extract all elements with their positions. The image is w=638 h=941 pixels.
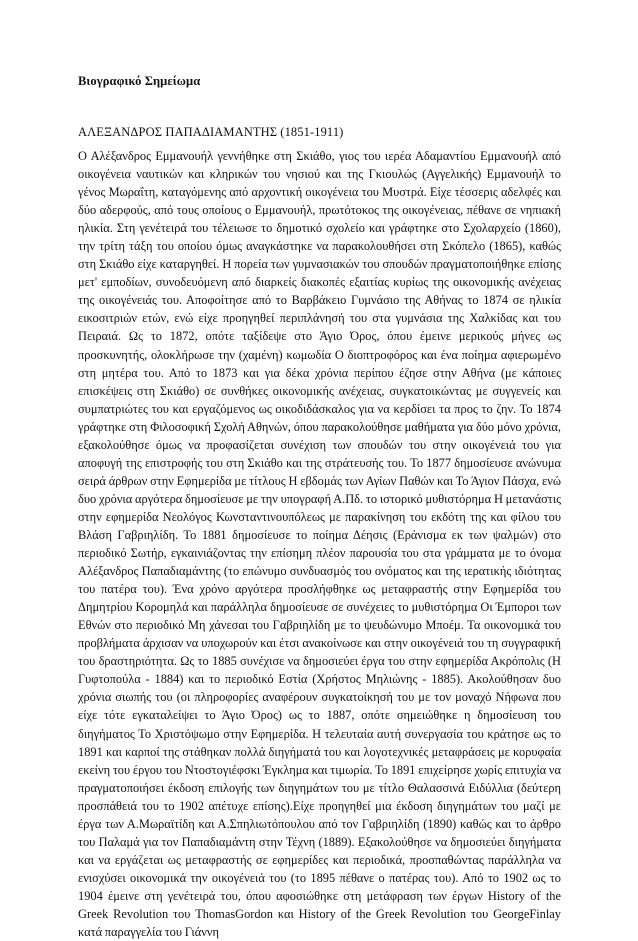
author-title-line: ΑΛΕΞΑΝΔΡΟΣ ΠΑΠΑΔΙΑΜΑΝΤΗΣ (1851-1911) bbox=[78, 125, 344, 139]
document-heading: Βιογραφικό Σημείωμα bbox=[78, 74, 201, 88]
biography-paragraph: Ο Αλέξανδρος Εμμανουήλ γεννήθηκε στη Σκιάθο, γιος του ιερέα Αδαμαντίου Εμμανουήλ από οικογένεια ναυτικών και κληρικών του νησιού και της Γκιουλώς (Αγγελικής) Εμμανουήλ το γένος Μωραΐτη, καταγόμενης από αρχοντική οικογένεια του Μυστρά. Είχε τέσσερις αδελφές και δύο αδερφούς, από τους οποίους ο Εμμανουήλ, πρωτότοκος της οικογένειας, πέθανε σε νηπιακή ηλικία. Στη γενέτειρά του τέλειωσε το δημοτικό σχολείο και γράφτηκε στο Σχολαρχείο (1860), την τρίτη τάξη του οποίου όμως αναγκάστηκε να παρακολουθήσει στη Σκόπελο (1865), καθώς στη Σκιάθο είχε καταργηθεί. Η πορεία των γυμνασιακών του σπουδών πραγματοποιήθηκε επίσης μετ' εμποδίων, συνοδευόμενη από διαρκείς διακοπές εξαιτίας κυρίως της οικονομικής ανέχειας της οικογένειάς του. Αποφοίτησε από το Βαρβάκειο Γυμνάσιο της Αθήνας το 1874 σε ηλικία εικοσιτριών ετών, ενώ είχε προηγηθεί περιπλάνησή του στα γυμνάσια της Χαλκίδας και του Πειραιά. Ως το 1872, οπότε ταξίδεψε στο Άγιο Όρος, όπου έμεινε μερικούς μήνες ως προσκυνητής, ολοκλήρωσε την (χαμένη) κωμωδία Ο διοπτροφόρος και ένα ποίημα αφιερωμένο στη μητέρα του. Από το 1873 και για δέκα χρόνια περίπου έζησε στην Αθήνα (με κάποιες επισκέψεις στη Σκιάθο) σε συνθήκες οικονομικής ανέχειας, συγκατοικώντας με συγγενείς και συμπατριώτες του και εργαζόμενος ως οικοδιδάσκαλος για να κερδίσει τα προς το ζην. Το 1874 γράφτηκε στη Φιλοσοφική Σχολή Αθηνών, όπου παρακολούθησε μαθήματα για δύο μόνο χρόνια, εξακολούθησε όμως να προφασίζεται συνέχιση των σπουδών του στην οικογένειά του για αποφυγή της επιστροφής του στη Σκιάθο και της στράτευσής του. Το 1877 δημοσίευσε ανώνυμα σειρά άρθρων στην Εφημερίδα με τίτλους Η εβδομάς των Αγίων Παθών και Το Άγιον Πάσχα, ενώ δυο χρόνια αργότερα δημοσίευσε με την υπογραφή Α.Πδ. το ιστορικό μυθιστόρημα Η μετανάστις στην εφημερίδα Νεολόγος Κωνσταντινουπόλεως με παρακίνηση του εκδότη της και φίλου του Βλάση Γαβριηλίδη. Το 1881 δημοσίευσε το ποίημα Δέησις (Εράνισμα εκ των ψαλμών) στο περιοδικό Σωτήρ, εγκαινιάζοντας την επίσημη πλέον παρουσία του στα γράμματα με το όνομα Αλέξανδρος Παπαδιαμάντης (το επώνυμο συνδυασμός του ονόματος και της ιερατικής ιδιότητας του πατέρα του). Ένα χρόνο αργότερα προσλήφθηκε ως μεταφραστής στην Εφημερίδα του Δημητρίου Κορομηλά και παράλληλα δημοσίευσε σε συνέχειες το μυθιστόρημα Οι Έμποροι των Εθνών στο περιοδικό Μη χάνεσαι του Γαβριηλίδη με το ψευδώνυμο Μποέμ. Τα οικονομικά του προβλήματα άρχισαν να υποχωρούν και έτσι ανακοίνωσε και στην οικογένειά του τη συγγραφική του δραστηριότητα. Ως το 1885 συνέχισε να δημοσιεύει έργα του στην εφημερίδα Ακρόπολις (Η Γυφτοπούλα - 1884) και το περιοδικό Εστία (Χρήστος Μηλιώνης - 1885). Ακολούθησαν δυο χρόνια σιωπής του (οι πληροφορίες αναφέρουν συγκατοίκησή του με τον μοναχό Νήφωνα που είχε τότε εγκαταλείψει το Άγιο Όρος) ως το 1887, οπότε σημειώθηκε η δημοσίευση του διηγήματος Το Χριστόψωμο στην Εφημερίδα. Η τελευταία αυτή συνεργασία του κράτησε ως το 1891 και καρποί της στάθηκαν πολλά διηγήματά του και λογοτεχνικές μεταφράσεις με κορυφαία εκείνη του έργου του Ντοστογιέφσκι Έγκλημα και τιμωρία. Το 1891 επιχείρησε χωρίς επιτυχία να πραγματοποιήσει έκδοση επιλογής των διηγημάτων του με τίτλο Θαλασσινά Ειδύλλια (δεύτερη προσπάθειά του το 1902 απέτυχε επίσης).Είχε προηγηθεί μια έκδοση διηγημάτων του μαζί με έργα των Α.Μωραϊτίδη και Α.Σπηλιωτόπουλου από τον Γαβριηλίδη (1890) καθώς και το άρθρο του Παλαμά για τον Παπαδιαμάντη στην Τέχνη (1889). Εξακολούθησε να δημοσιεύει διηγήματα και να εργάζεται ως μεταφραστής σε εφημερίδες και περιοδικά, προσπαθώντας παράλληλα να ενισχύσει οικονομικά την οικογένειά του (το 1895 πέθανε ο πατέρας του). Από το 1902 ως το 1904 έμεινε στη γενέτειρά του, όπου αφοσιώθηκε στη μετάφραση των έργων History of the Greek Revolution του ThomasGordon και History of the Greek Revolution του GeorgeFinlay κατά παραγγελία του Γιάννη bbox=[78, 149, 561, 940]
